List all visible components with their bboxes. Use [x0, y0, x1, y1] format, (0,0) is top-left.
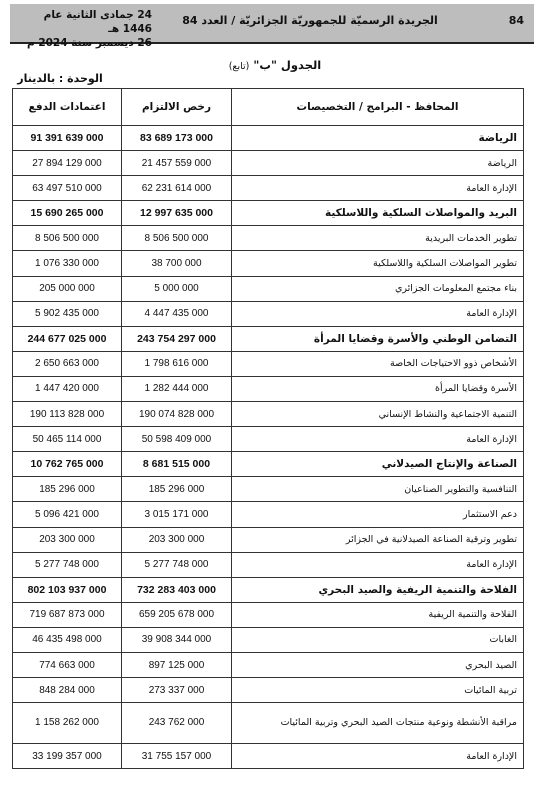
commitment-cell: 185 296 000	[122, 477, 232, 502]
program-name-cell: دعم الاستثمار	[232, 502, 524, 527]
program-name-cell: الإدارة العامة	[232, 176, 524, 201]
table-header-row	[13, 89, 524, 126]
date-hijri: 24 جمادى الثانية عام 1446 هـ	[43, 9, 152, 35]
table-caption	[180, 58, 370, 72]
table-row	[13, 226, 524, 251]
commitment-cell: 12 997 635 000	[122, 201, 232, 226]
table-row-section	[13, 201, 524, 226]
commitment-cell: 1 798 616 000	[122, 351, 232, 376]
table-row	[13, 602, 524, 627]
table-row	[13, 652, 524, 677]
payment-cell: 185 296 000	[13, 477, 122, 502]
date-gregorian: 26 ديسمبر سنة 2024 م	[26, 37, 152, 49]
commitment-cell: 732 283 403 000	[122, 577, 232, 602]
table-row	[13, 477, 524, 502]
program-name-cell: تطوير وترقية الصناعة الصيدلانية في الجزائر	[232, 527, 524, 552]
unit-label: الوحدة : بالدينار	[17, 72, 103, 85]
commitment-cell: 83 689 173 000	[122, 126, 232, 151]
payment-cell: 190 113 828 000	[13, 402, 122, 427]
program-name-cell: الأشخاص ذوو الاحتياجات الخاصة	[232, 351, 524, 376]
commitment-cell: 203 300 000	[122, 527, 232, 552]
commitment-cell: 31 755 157 000	[122, 744, 232, 769]
payment-cell: 27 894 129 000	[13, 151, 122, 176]
payment-cell: 2 650 663 000	[13, 351, 122, 376]
program-name-cell: الفلاحة والتنمية الريفية والصيد البحري	[232, 577, 524, 602]
payment-cell: 63 497 510 000	[13, 176, 122, 201]
commitment-cell: 21 457 559 000	[122, 151, 232, 176]
page-number: 84	[508, 14, 524, 27]
payment-cell: 203 300 000	[13, 527, 122, 552]
table-row-section	[13, 126, 524, 151]
commitment-cell: 8 681 515 000	[122, 452, 232, 477]
table-row	[13, 703, 524, 744]
table-row	[13, 527, 524, 552]
payment-cell: 802 103 937 000	[13, 577, 122, 602]
table-row-section	[13, 452, 524, 477]
program-name-cell: الإدارة العامة	[232, 427, 524, 452]
commitment-cell: 5 277 748 000	[122, 552, 232, 577]
table-row	[13, 151, 524, 176]
commitment-cell: 4 447 435 000	[122, 301, 232, 326]
payment-cell: 1 447 420 000	[13, 376, 122, 401]
issue-date	[22, 8, 152, 50]
program-name-cell: الصناعة والإنتاج الصيدلاني	[232, 452, 524, 477]
commitment-cell: 659 205 678 000	[122, 602, 232, 627]
payment-cell: 5 277 748 000	[13, 552, 122, 577]
commitment-cell: 5 000 000	[122, 276, 232, 301]
column-header-payment: اعتمادات الدفع	[13, 89, 122, 126]
payment-cell: 774 663 000	[13, 652, 122, 677]
program-name-cell: الإدارة العامة	[232, 744, 524, 769]
table-row	[13, 176, 524, 201]
payment-cell: 719 687 873 000	[13, 602, 122, 627]
commitment-cell: 38 700 000	[122, 251, 232, 276]
payment-cell: 46 435 498 000	[13, 627, 122, 652]
commitment-cell: 3 015 171 000	[122, 502, 232, 527]
table-row	[13, 678, 524, 703]
program-name-cell: تطوير المواصلات السلكية واللاسلكية	[232, 251, 524, 276]
payment-cell: 5 096 421 000	[13, 502, 122, 527]
commitment-cell: 8 506 500 000	[122, 226, 232, 251]
table-row	[13, 276, 524, 301]
commitment-cell: 243 762 000	[122, 703, 232, 744]
program-name-cell: الأسرة وقضايا المرأة	[232, 376, 524, 401]
program-name-cell: البريد والمواصلات السلكية واللاسلكية	[232, 201, 524, 226]
table-row-section	[13, 577, 524, 602]
table-row	[13, 744, 524, 769]
payment-cell: 15 690 265 000	[13, 201, 122, 226]
commitment-cell: 273 337 000	[122, 678, 232, 703]
table-row	[13, 351, 524, 376]
table-row	[13, 627, 524, 652]
program-name-cell: الصيد البحري	[232, 652, 524, 677]
commitment-cell: 190 074 828 000	[122, 402, 232, 427]
payment-cell: 205 000 000	[13, 276, 122, 301]
column-header-commitment: رخص الالتزام	[122, 89, 232, 126]
program-name-cell: مراقبة الأنشطة ونوعية منتجات الصيد البحري وتربية المائيات	[232, 703, 524, 744]
commitment-cell: 50 598 409 000	[122, 427, 232, 452]
program-name-cell: تربية المائيات	[232, 678, 524, 703]
commitment-cell: 897 125 000	[122, 652, 232, 677]
program-name-cell: الرياضة	[232, 151, 524, 176]
payment-cell: 1 076 330 000	[13, 251, 122, 276]
table-row	[13, 402, 524, 427]
payment-cell: 50 465 114 000	[13, 427, 122, 452]
program-name-cell: الإدارة العامة	[232, 552, 524, 577]
table-row	[13, 301, 524, 326]
table-row	[13, 552, 524, 577]
table-row	[13, 376, 524, 401]
program-name-cell: الرياضة	[232, 126, 524, 151]
program-name-cell: الإدارة العامة	[232, 301, 524, 326]
payment-cell: 91 391 639 000	[13, 126, 122, 151]
program-name-cell: الفلاحة والتنمية الريفية	[232, 602, 524, 627]
program-name-cell: التنمية الاجتماعية والنشاط الإنساني	[232, 402, 524, 427]
table-row	[13, 427, 524, 452]
page-header	[10, 4, 534, 49]
table-row	[13, 502, 524, 527]
program-name-cell: التضامن الوطني والأسرة وقضايا المرأة	[232, 326, 524, 351]
commitment-cell: 39 908 344 000	[122, 627, 232, 652]
payment-cell: 8 506 500 000	[13, 226, 122, 251]
table-body	[13, 126, 524, 769]
program-name-cell: الغابات	[232, 627, 524, 652]
commitment-cell: 1 282 444 000	[122, 376, 232, 401]
payment-cell: 10 762 765 000	[13, 452, 122, 477]
table-subtitle: (تابع)	[228, 61, 250, 72]
payment-cell: 244 677 025 000	[13, 326, 122, 351]
table-row	[13, 251, 524, 276]
commitment-cell: 243 754 297 000	[122, 326, 232, 351]
payment-cell: 848 284 000	[13, 678, 122, 703]
program-name-cell: التنافسية والتطوير الصناعيان	[232, 477, 524, 502]
payment-cell: 33 199 357 000	[13, 744, 122, 769]
commitment-cell: 62 231 614 000	[122, 176, 232, 201]
program-name-cell: تطوير الخدمات البريدية	[232, 226, 524, 251]
program-name-cell: بناء مجتمع المعلومات الجزائري	[232, 276, 524, 301]
journal-title: الجريدة الرسميّة للجمهوريّة الجزائريّة / العدد 84	[182, 14, 438, 27]
payment-cell: 5 902 435 000	[13, 301, 122, 326]
payment-cell: 1 158 262 000	[13, 703, 122, 744]
table-title: الجدول "ب"	[253, 58, 322, 72]
table-row-section	[13, 326, 524, 351]
column-header-sector: المحافظ - البرامج / التخصيصات	[232, 89, 524, 126]
budget-table	[12, 88, 524, 769]
